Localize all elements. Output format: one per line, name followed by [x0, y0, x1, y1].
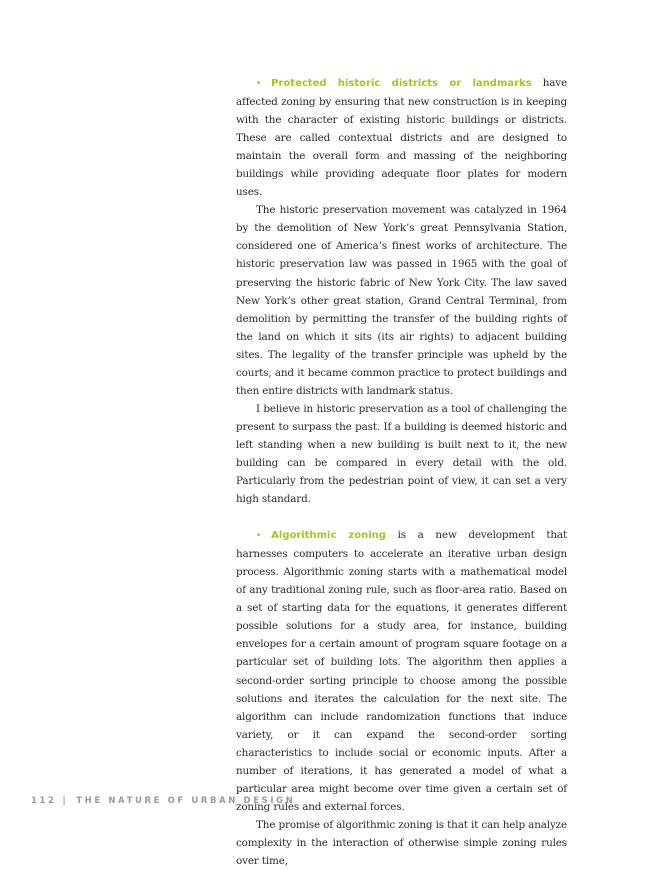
- paragraph-preservation-belief: I believe in historic preservation as a tool of challenging the present to surpass the past. If a building is deemed historic and left standing when a new building is built next to it, the new building can be compared in every detail with the old. Particularly from the pedestrian point of view, it can set a very high standard.: [236, 402, 567, 506]
- footer-separator: |: [62, 796, 69, 806]
- paragraph-text: have affected zoning by ensuring that new construction is in keeping with the character of existing historic buildings or districts. These are called contextual districts and are designed to maintain the overall form and massing of the neighboring buildings while providing adequate floor plates for modern uses.: [236, 77, 568, 199]
- paragraph-algorithmic-promise: The promise of algorithmic zoning is that it can help analyze complexity in the interaction of otherwise simple zoning rules over time,: [236, 818, 567, 867]
- paragraph-text: is a new development that harnesses computers to accelerate an iterative urban design process. Algorithmic zoning starts with a mathematical model of any traditional zoning rule, such as floor-area ratio. Based on a set of starting data for the equations, it generates different possible solutions for a study area, for instance, building envelopes for a certain amount of program square footage on a particular set of building lots. The algorithm then applies a second-order sorting principle to choose among the possible solutions and iterates the calculation for the next site. The algorithm can include randomization functions that induce variety, or it can expand the second-order sorting characteristics to include social or economic inputs. After a number of iterations, it has generated a model of what a particular area might become over time given a certain set of zoning rules and external forces.: [236, 529, 567, 813]
- term-protected-historic-districts: Protected historic districts or landmarks: [271, 78, 532, 89]
- bullet-marker: •: [256, 531, 262, 542]
- paragraph-algorithmic-zoning: [236, 526, 567, 816]
- running-title: THE NATURE OF URBAN DESIGN: [76, 796, 296, 806]
- page-number: 112: [31, 796, 57, 806]
- bullet-marker: •: [256, 79, 262, 89]
- paragraph-preservation-movement: The historic preservation movement was catalyzed in 1964 by the demolition of New York’s great Pennsylvania Station, considered one of America’s finest works of architecture. The historic preservation law was passed in 1965 with the goal of preserving the historic fabric of New York City. The law saved New York’s other great station, Grand Central Terminal, from demolition by permitting the transfer of the building rights of the land on which it sits (its air rights) to adjacent building sites. The legality of the transfer principle was upheld by the courts, and it became common practice to protect buildings and then entire districts with landmark status.: [236, 204, 567, 397]
- term-algorithmic-zoning: Algorithmic zoning: [271, 530, 386, 542]
- page-footer: [31, 796, 295, 806]
- paragraph-historic-districts: [236, 74, 567, 201]
- body-text-column: [236, 74, 567, 870]
